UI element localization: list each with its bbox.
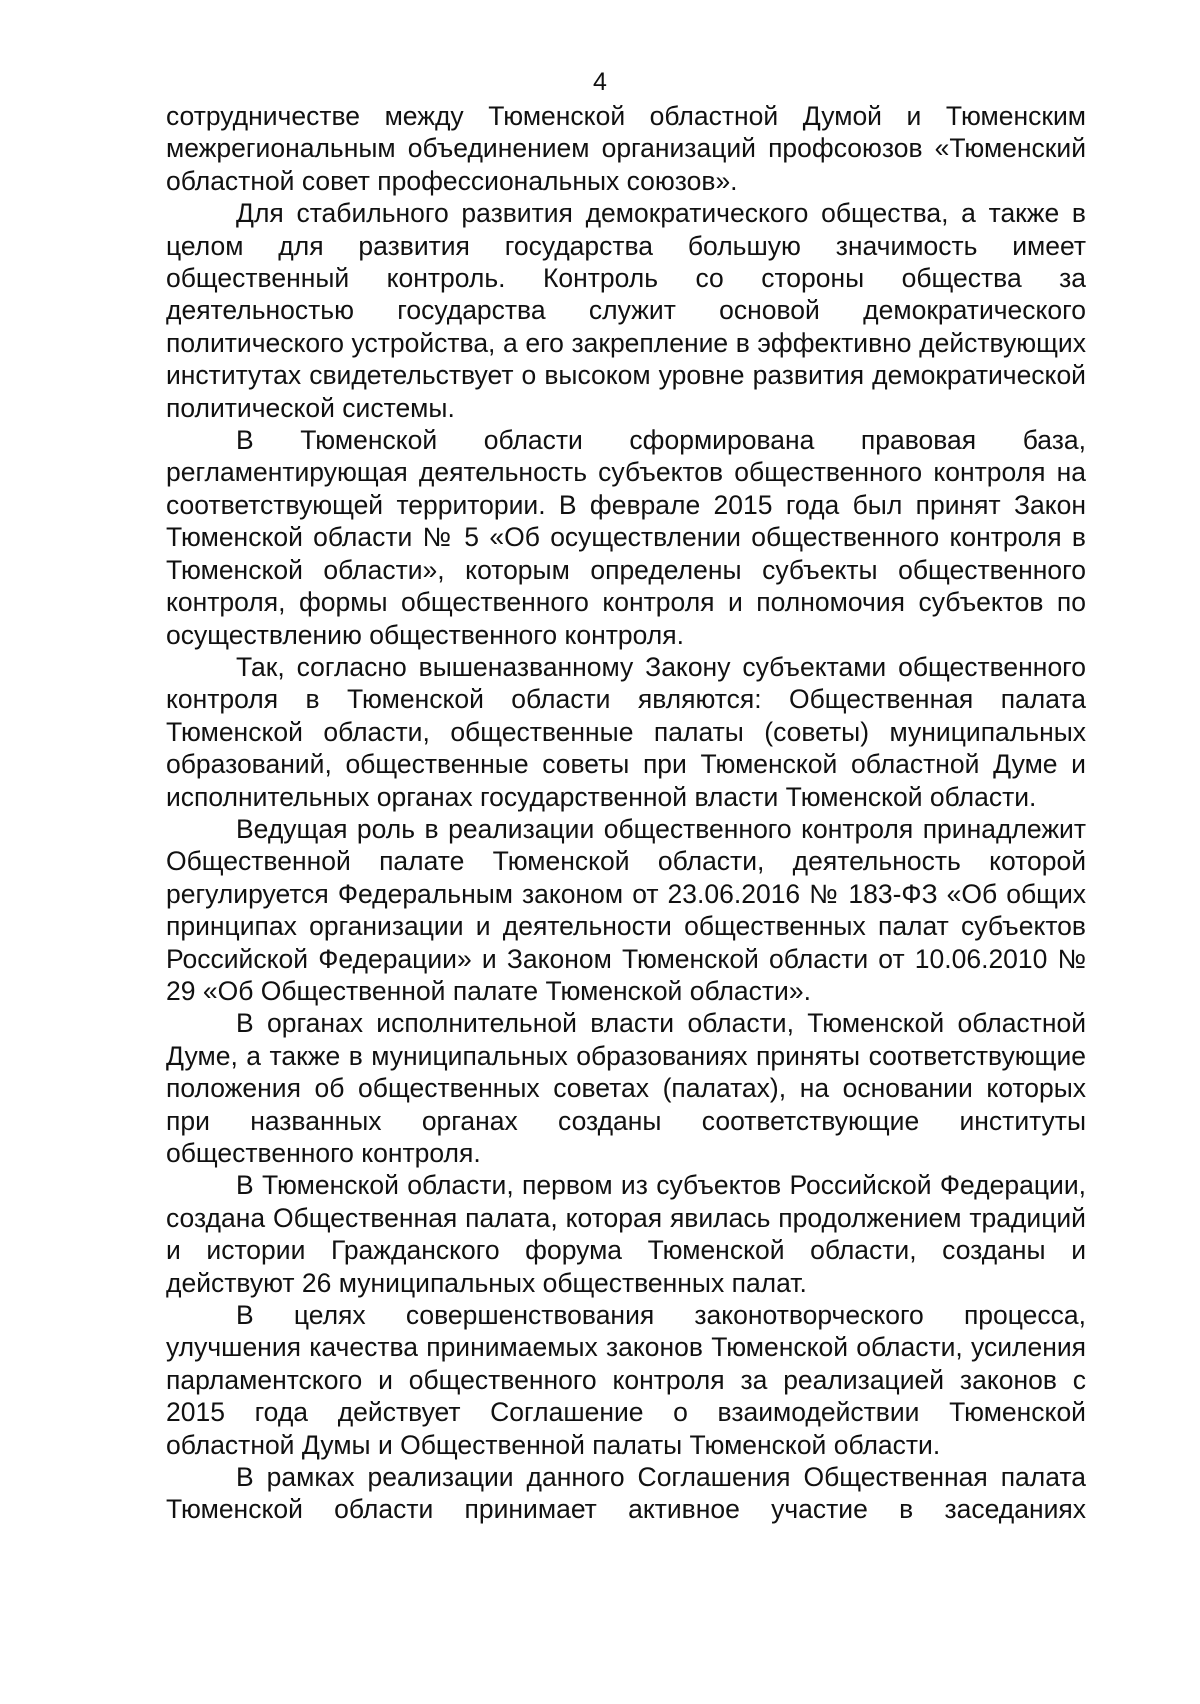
paragraph-public-control: Для стабильного развития демократического общества, а также в целом для развития государства большую значимость имеет общественный контроль. Контроль со стороны общества за деятельностью государства служит основой демократического политического устройства, а его закрепление в эффективно действующих институтах свидетельствует о высоком уровне развития демократической политической системы.: [166, 198, 1086, 423]
paragraph-first-chamber: В Тюменской области, первом из субъектов Российской Федерации, создана Общественная палата, которая явилась продолжением традиций и истории Гражданского форума Тюменской области, созданы и действуют 26 муниципальных общественных палат.: [166, 1170, 1086, 1298]
paragraph-agreement: В целях совершенствования законотворческого процесса, улучшения качества принимаемых законов Тюменской области, усиления парламентского и общественного контроля за реализацией законов с 2015 года действует Соглашение о взаимодействии Тюменской областной Думы и Общественной палаты Тюменской области.: [166, 1300, 1086, 1460]
paragraph-continuation: сотрудничестве между Тюменской областной Думой и Тюменским межрегиональным объединением организаций профсоюзов «Тюменский областной совет профессиональных союзов».: [166, 101, 1086, 196]
paragraph-legal-base: В Тюменской области сформирована правовая база, регламентирующая деятельность субъектов общественного контроля на соответствующей территории. В феврале 2015 года был принят Закон Тюменской области № 5 «Об осуществлении общественного контроля в Тюменской области», которым определены субъекты общественного контроля, формы общественного контроля и полномочия субъектов по осуществлению общественного контроля.: [166, 425, 1086, 650]
paragraph-public-councils: В органах исполнительной власти области, Тюменской областной Думе, а также в муниципальных образованиях приняты соответствующие положения об общественных советах (палатах), на основании которых при названных органах созданы соответствующие институты общественного контроля.: [166, 1008, 1086, 1168]
page-number: 4: [593, 68, 607, 96]
paragraph-control-subjects: Так, согласно вышеназванному Закону субъектами общественного контроля в Тюменской области являются: Общественная палата Тюменской области, общественные палаты (советы) муниципальных образований, общественные советы при Тюменской областной Думе и исполнительных органах государственной власти Тюменской области.: [166, 651, 1086, 812]
document-body: [166, 100, 1086, 1526]
paragraph-public-chamber-role: Ведущая роль в реализации общественного контроля принадлежит Общественной палате Тюменской области, деятельность которой регулируется Федеральным законом от 23.06.2016 № 183-ФЗ «Об общих принципах организации и деятельности общественных палат субъектов Российской Федерации» и Законом Тюменской области от 10.06.2010 № 29 «Об Общественной палате Тюменской области».: [166, 813, 1086, 1006]
paragraph-agreement-implementation: В рамках реализации данного Соглашения Общественная палата Тюменской области принимает активное участие в заседаниях: [166, 1462, 1086, 1525]
